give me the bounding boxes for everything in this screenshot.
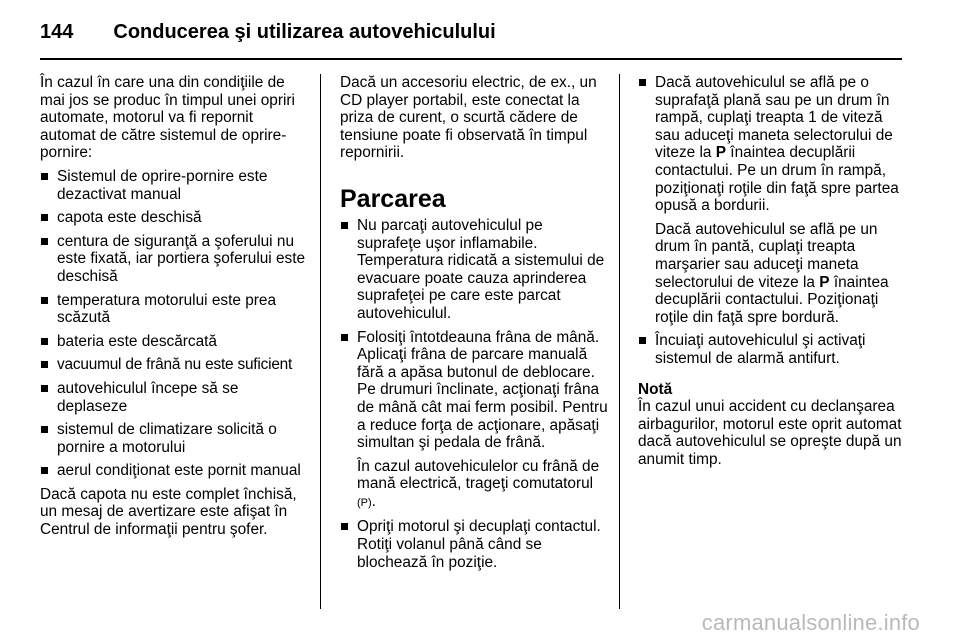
downhill-note	[655, 221, 904, 327]
column-1	[40, 74, 308, 539]
column-divider-1	[320, 74, 321, 609]
list-item: bateria este descărcată	[40, 333, 308, 351]
list-item	[638, 74, 904, 326]
parking-bullet-3: Opriţi motorul şi decuplaţi contactul. Rotiţi volanul până când se blochează în poziţie.	[357, 518, 601, 571]
header-divider	[40, 58, 902, 60]
electric-brake-note	[357, 458, 608, 513]
electric-brake-text: În cazul autovehiculelor cu frână de mană electrică, trageţi comutatorul	[357, 457, 600, 493]
column-3	[638, 74, 904, 468]
section-title-parking: Parcarea	[340, 184, 446, 213]
list-item: autovehiculul începe să se deplaseze	[40, 380, 308, 415]
column-divider-2	[619, 74, 620, 609]
list-item	[638, 332, 904, 367]
intro-paragraph: În cazul în care una din condiţiile de mai jos se produc în timpul unei opriri automate, motorul va fi repornit automat de către sistemul de oprire-pornire:	[40, 74, 295, 162]
parking-brake-icon: (P)	[357, 496, 372, 509]
list-item: temperatura motorului este prea scăzută	[40, 292, 308, 327]
page-header	[40, 12, 496, 44]
outro-paragraph: Dacă capota nu este complet închisă, un mesaj de avertizare este afişat în Centrul de informaţii pentru şofer.	[40, 485, 297, 539]
note-text: În cazul unui accident cu declanşarea airbagurilor, motorul este oprit automat dacă autovehiculul se opreşte după un anumit timp.	[638, 398, 902, 468]
gear-p-label: P	[715, 144, 727, 162]
parking-list	[340, 217, 608, 571]
note-title: Notă	[638, 380, 673, 398]
list-item: aerul condiţionat este pornit manual	[40, 462, 308, 480]
column-2	[340, 74, 608, 571]
list-item: centura de siguranţă a şoferului nu este fixată, iar portiera şoferului este deschisă	[40, 233, 308, 286]
lock-alarm-text: Încuiaţi autovehiculul şi activaţi sistemul de alarmă antifurt.	[655, 332, 866, 367]
downhill-text-b: înaintea decuplării contactului. Poziţionaţi roţile din faţă spre bordură.	[655, 273, 889, 326]
downhill-text-a: Dacă autovehiculul se află pe un drum în pantă, cuplaţi treapta marşarier sau aduceţi maneta selectorului de viteze la	[655, 220, 878, 291]
list-item: vacuumul de frână nu este suficient	[40, 356, 308, 374]
list-item: capota este deschisă	[40, 209, 308, 227]
parking-bullet-2: Folosiţi întotdeauna frâna de mână. Aplicaţi frâna de parcare manuală fără a apăsa butonul de deblocare. Pe drumuri înclinate, acţionaţi frâna de mână cât mai ferm posibil. Pentru a reduce forţa de acţionare, apăsaţi simultan şi pedala de frână.	[357, 328, 608, 452]
parking-bullet-1: Nu parcaţi autovehiculul pe suprafeţe uşor inflamabile. Temperatura ridicată a sistemului de evacuare poate cauza aprinderea suprafeţei pe care este parcat autovehiculul.	[357, 216, 605, 322]
list-item	[340, 518, 608, 571]
list-item: sistemul de climatizare solicită o pornire a motorului	[40, 421, 308, 456]
sentence-end: .	[371, 492, 376, 510]
parking-list-continued	[638, 74, 904, 368]
list-item	[340, 329, 608, 513]
slope-text-a: Dacă autovehiculul se află pe o suprafaţă plană sau pe un drum în rampă, cuplaţi treapta 1 de viteză sau aduceţi maneta selectorului de viteze la	[655, 74, 893, 162]
accessory-paragraph: Dacă un accesoriu electric, de ex., un CD player portabil, este conectat la priza de curent, o scurtă cădere de tensiune poate fi observată în timpul repornirii.	[340, 74, 597, 162]
restart-conditions-list	[40, 168, 308, 480]
gear-p-label: P	[819, 273, 830, 291]
slope-text-b: înaintea decuplării contactului. Pe un drum în rampă, poziţionaţi roţile din faţă spre partea opusă a bordurii.	[655, 144, 899, 215]
page-title: Conducerea şi utilizarea autovehiculului	[113, 21, 496, 43]
list-item: Sistemul de oprire-pornire este dezactivat manual	[40, 168, 308, 203]
watermark: carmanualsonline.info	[701, 610, 920, 635]
page-number: 144	[40, 21, 74, 43]
list-item	[340, 217, 608, 323]
